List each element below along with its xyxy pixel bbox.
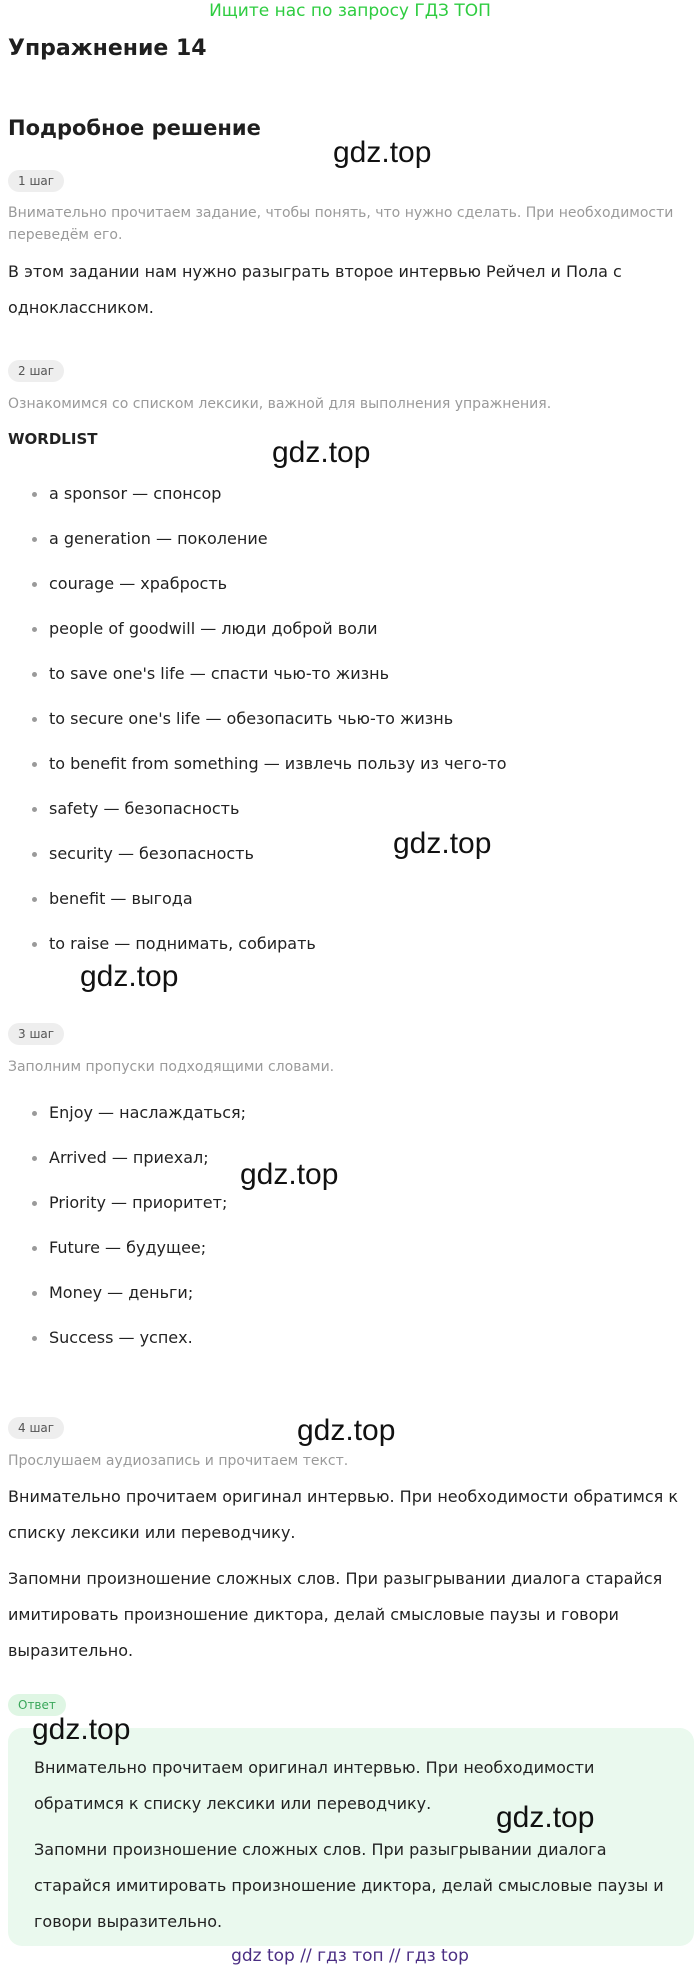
step-1-badge bbox=[8, 170, 64, 192]
wordlist-heading: WORDLIST bbox=[8, 430, 98, 448]
bullet-icon bbox=[32, 1291, 37, 1296]
list-item-text: courage — храбрость bbox=[49, 574, 228, 593]
list-item-text: to secure one's life — обезопасить чью-то жизнь bbox=[49, 709, 454, 728]
watermark: gdz.top bbox=[32, 1713, 131, 1746]
list-item bbox=[8, 1147, 688, 1192]
step-1-text: В этом задании нам нужно разыграть второе интервью Рейчел и Пола с одноклассником. bbox=[8, 262, 622, 317]
list-item bbox=[8, 1102, 688, 1147]
bullet-icon bbox=[32, 492, 37, 497]
section-title: Подробное решение bbox=[8, 116, 261, 140]
list-item bbox=[8, 843, 688, 888]
step-badge-label: 3 шаг bbox=[8, 1023, 64, 1045]
list-item-text: Future — будущее; bbox=[49, 1238, 207, 1257]
watermark: gdz.top bbox=[272, 436, 371, 469]
bullet-icon bbox=[32, 1111, 37, 1116]
answer-badge-label: Ответ bbox=[8, 1694, 66, 1716]
step-badge-label: 2 шаг bbox=[8, 360, 64, 382]
bullet-icon bbox=[32, 717, 37, 722]
step-3-hint: Заполним пропуски подходящими словами. bbox=[8, 1059, 335, 1075]
watermark: gdz.top bbox=[393, 827, 492, 860]
bullet-icon bbox=[32, 897, 37, 902]
watermark: gdz.top bbox=[80, 960, 179, 993]
step-2-hint: Ознакомимся со списком лексики, важной для выполнения упражнения. bbox=[8, 396, 552, 412]
bullet-icon bbox=[32, 582, 37, 587]
list-item bbox=[8, 888, 688, 933]
list-item-text: to save one's life — спасти чью-то жизнь bbox=[49, 664, 390, 683]
bullet-icon bbox=[32, 807, 37, 812]
bullet-icon bbox=[32, 537, 37, 542]
bullet-icon bbox=[32, 1336, 37, 1341]
search-banner[interactable]: Ищите нас по запросу ГДЗ ТОП bbox=[209, 1, 491, 21]
answer-paragraph-1: Внимательно прочитаем оригинал интервью. При необходимости обратимся к списку лексики или переводчику. bbox=[34, 1758, 595, 1813]
step-1-hint: Внимательно прочитаем задание, чтобы понять, что нужно сделать. При необходимости переведём его. bbox=[8, 205, 674, 243]
watermark: gdz.top bbox=[297, 1414, 396, 1447]
wordlist bbox=[8, 483, 688, 978]
list-item bbox=[8, 573, 688, 618]
step-2-badge bbox=[8, 360, 64, 382]
watermark: gdz.top bbox=[333, 136, 432, 169]
list-item bbox=[8, 753, 688, 798]
list-item bbox=[8, 798, 688, 843]
answers-list bbox=[8, 1102, 688, 1372]
step-badge-label: 1 шаг bbox=[8, 170, 64, 192]
list-item bbox=[8, 1282, 688, 1327]
bullet-icon bbox=[32, 762, 37, 767]
list-item-text: a sponsor — спонсор bbox=[49, 484, 222, 503]
list-item bbox=[8, 1327, 688, 1372]
list-item-text: Priority — приоритет; bbox=[49, 1193, 228, 1212]
bullet-icon bbox=[32, 1246, 37, 1251]
list-item-text: Arrived — приехал; bbox=[49, 1148, 209, 1167]
list-item bbox=[8, 618, 688, 663]
list-item bbox=[8, 708, 688, 753]
list-item bbox=[8, 663, 688, 708]
list-item bbox=[8, 528, 688, 573]
list-item-text: Enjoy — наслаждаться; bbox=[49, 1103, 247, 1122]
bullet-icon bbox=[32, 672, 37, 677]
step-4-paragraph-1: Внимательно прочитаем оригинал интервью. При необходимости обратимся к списку лексики или переводчику. bbox=[8, 1487, 679, 1542]
list-item bbox=[8, 1192, 688, 1237]
bullet-icon bbox=[32, 1156, 37, 1161]
list-item-text: people of goodwill — люди доброй воли bbox=[49, 619, 378, 638]
list-item-text: Money — деньги; bbox=[49, 1283, 194, 1302]
list-item bbox=[8, 483, 688, 528]
bullet-icon bbox=[32, 942, 37, 947]
step-4-paragraph-2: Запомни произношение сложных слов. При разыгрывании диалога старайся имитировать произношение диктора, делай смысловые паузы и говори выразительно. bbox=[8, 1569, 663, 1660]
page-title: Упражнение 14 bbox=[8, 36, 207, 61]
watermark: gdz.top bbox=[240, 1158, 339, 1191]
list-item-text: to raise — поднимать, собирать bbox=[49, 934, 316, 953]
list-item-text: safety — безопасность bbox=[49, 799, 240, 818]
watermark: gdz.top bbox=[496, 1801, 595, 1834]
step-4-badge bbox=[8, 1417, 64, 1439]
step-4-hint: Прослушаем аудиозапись и прочитаем текст. bbox=[8, 1453, 349, 1469]
answer-paragraph-2: Запомни произношение сложных слов. При разыгрывании диалога старайся имитировать произношение диктора, делай смысловые паузы и говори выразительно. bbox=[34, 1840, 664, 1931]
step-3-badge bbox=[8, 1023, 64, 1045]
bullet-icon bbox=[32, 627, 37, 632]
list-item-text: security — безопасность bbox=[49, 844, 254, 863]
list-item-text: Success — успех. bbox=[49, 1328, 193, 1347]
list-item-text: to benefit from something — извлечь пользу из чего-то bbox=[49, 754, 507, 773]
list-item bbox=[8, 1237, 688, 1282]
bullet-icon bbox=[32, 1201, 37, 1206]
list-item-text: benefit — выгода bbox=[49, 889, 193, 908]
step-badge-label: 4 шаг bbox=[8, 1417, 64, 1439]
bullet-icon bbox=[32, 852, 37, 857]
footer-links[interactable]: gdz top // гдз топ // гдз top bbox=[231, 1946, 469, 1966]
list-item-text: a generation — поколение bbox=[49, 529, 268, 548]
